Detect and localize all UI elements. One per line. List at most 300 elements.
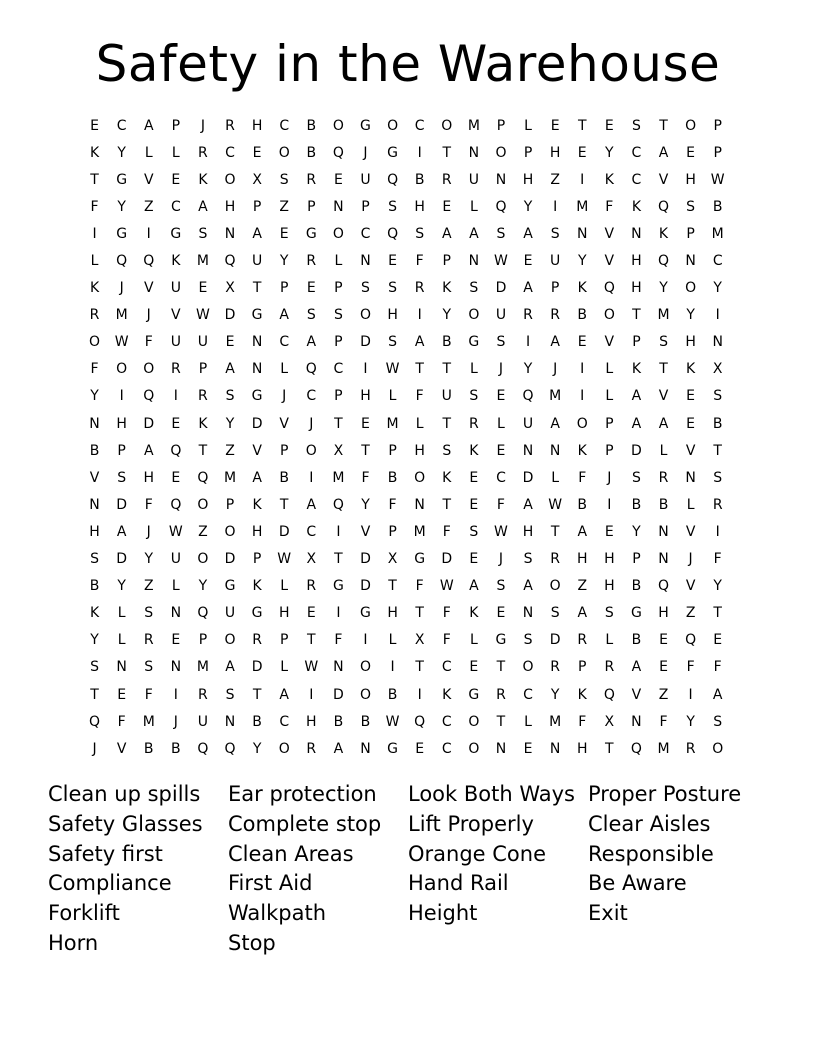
grid-letter[interactable]: E <box>469 496 479 513</box>
grid-letter[interactable]: L <box>469 361 478 378</box>
grid-letter[interactable]: Y <box>144 551 154 568</box>
grid-letter[interactable]: R <box>198 388 208 405</box>
grid-letter[interactable]: Q <box>143 253 155 270</box>
grid-letter[interactable]: R <box>414 280 425 297</box>
grid-letter[interactable]: P <box>632 551 641 568</box>
grid-letter[interactable]: G <box>387 740 398 757</box>
grid-letter[interactable]: N <box>251 361 263 378</box>
grid-letter[interactable]: F <box>605 198 614 215</box>
grid-letter[interactable]: X <box>225 280 235 297</box>
grid-letter[interactable]: O <box>414 469 426 486</box>
grid-letter[interactable]: N <box>685 253 696 270</box>
grid-letter[interactable]: R <box>306 253 317 270</box>
grid-letter[interactable]: W <box>385 713 400 730</box>
grid-letter[interactable]: M <box>142 713 155 730</box>
grid-letter[interactable]: S <box>306 307 316 324</box>
grid-letter[interactable]: M <box>657 307 670 324</box>
grid-letter[interactable]: S <box>90 659 99 676</box>
grid-letter[interactable]: C <box>441 713 452 730</box>
grid-letter[interactable]: L <box>415 415 424 432</box>
grid-letter[interactable]: R <box>225 117 235 134</box>
grid-letter[interactable]: F <box>90 198 99 215</box>
grid-letter[interactable]: V <box>658 388 669 405</box>
grid-letter[interactable]: Y <box>90 388 99 405</box>
grid-letter[interactable]: P <box>117 442 126 459</box>
grid-letter[interactable]: K <box>658 225 669 242</box>
grid-letter[interactable]: C <box>225 144 235 161</box>
grid-letter[interactable]: S <box>415 225 425 242</box>
grid-letter[interactable]: V <box>658 171 669 188</box>
grid-letter[interactable]: Q <box>89 713 101 730</box>
grid-letter[interactable]: O <box>224 523 236 540</box>
grid-letter[interactable]: E <box>604 523 614 540</box>
grid-letter[interactable]: Y <box>686 307 695 324</box>
grid-letter[interactable]: Z <box>550 171 560 188</box>
grid-letter[interactable]: H <box>658 605 669 622</box>
grid-letter[interactable]: S <box>442 442 452 459</box>
grid-letter[interactable]: C <box>712 253 723 270</box>
grid-letter[interactable]: F <box>659 713 668 730</box>
grid-letter[interactable]: D <box>224 307 236 324</box>
grid-letter[interactable]: H <box>224 198 236 215</box>
grid-letter[interactable]: T <box>632 307 641 324</box>
grid-letter[interactable]: V <box>604 334 615 351</box>
grid-letter[interactable]: R <box>252 632 262 649</box>
grid-letter[interactable]: D <box>116 551 128 568</box>
grid-letter[interactable]: Y <box>225 415 235 432</box>
grid-letter[interactable]: P <box>252 551 262 568</box>
grid-letter[interactable]: H <box>116 415 127 432</box>
grid-letter[interactable]: H <box>576 740 588 757</box>
grid-letter[interactable]: U <box>550 253 561 270</box>
grid-letter[interactable]: S <box>523 551 533 568</box>
grid-letter[interactable]: W <box>114 334 129 351</box>
grid-letter[interactable]: V <box>252 442 262 459</box>
grid-letter[interactable]: M <box>549 713 562 730</box>
grid-letter[interactable]: O <box>712 740 724 757</box>
grid-letter[interactable]: V <box>171 307 181 324</box>
grid-letter[interactable]: R <box>685 740 696 757</box>
grid-letter[interactable]: S <box>90 551 99 568</box>
grid-letter[interactable]: K <box>469 442 479 459</box>
grid-letter[interactable]: K <box>577 686 587 703</box>
grid-letter[interactable]: H <box>306 713 317 730</box>
grid-letter[interactable]: F <box>578 713 587 730</box>
grid-letter[interactable]: I <box>417 307 422 324</box>
grid-letter[interactable]: L <box>117 605 126 622</box>
grid-letter[interactable]: V <box>143 280 154 297</box>
grid-letter[interactable]: K <box>631 198 642 215</box>
grid-letter[interactable]: M <box>413 523 426 540</box>
grid-letter[interactable]: O <box>685 280 697 297</box>
grid-letter[interactable]: B <box>441 334 452 351</box>
grid-letter[interactable]: Q <box>197 469 209 486</box>
grid-letter[interactable]: E <box>361 415 370 432</box>
grid-letter[interactable]: Q <box>658 253 670 270</box>
grid-letter[interactable]: I <box>580 361 585 378</box>
grid-letter[interactable]: I <box>390 659 395 676</box>
grid-letter[interactable]: E <box>686 388 696 405</box>
grid-letter[interactable]: H <box>251 523 263 540</box>
grid-letter[interactable]: X <box>604 713 615 730</box>
grid-letter[interactable]: Y <box>117 198 126 215</box>
grid-letter[interactable]: S <box>388 280 398 297</box>
grid-letter[interactable]: V <box>116 740 127 757</box>
grid-letter[interactable]: S <box>713 388 723 405</box>
grid-letter[interactable]: G <box>387 144 398 161</box>
grid-letter[interactable]: X <box>333 442 344 459</box>
grid-letter[interactable]: I <box>336 605 341 622</box>
grid-letter[interactable]: G <box>116 225 128 242</box>
grid-letter[interactable]: I <box>607 496 612 513</box>
grid-letter[interactable]: Q <box>224 740 236 757</box>
grid-letter[interactable]: E <box>496 442 506 459</box>
grid-letter[interactable]: H <box>631 253 642 270</box>
grid-letter[interactable]: W <box>304 659 319 676</box>
grid-letter[interactable]: V <box>604 225 615 242</box>
grid-letter[interactable]: O <box>387 117 399 134</box>
grid-letter[interactable]: E <box>171 469 181 486</box>
grid-letter[interactable]: N <box>116 659 127 676</box>
grid-letter[interactable]: K <box>577 280 587 297</box>
grid-letter[interactable]: M <box>576 198 589 215</box>
grid-letter[interactable]: L <box>280 659 289 676</box>
grid-letter[interactable]: R <box>143 632 154 649</box>
grid-letter[interactable]: A <box>306 334 317 351</box>
grid-letter[interactable]: N <box>360 740 371 757</box>
grid-letter[interactable]: M <box>386 415 399 432</box>
grid-letter[interactable]: A <box>631 415 642 432</box>
grid-letter[interactable]: L <box>144 144 153 161</box>
grid-letter[interactable]: R <box>550 307 560 324</box>
grid-letter[interactable]: A <box>441 225 452 242</box>
grid-letter[interactable]: P <box>279 442 289 459</box>
grid-letter[interactable]: Q <box>685 632 697 649</box>
grid-letter[interactable]: O <box>522 659 534 676</box>
grid-letter[interactable]: G <box>360 117 371 134</box>
grid-letter[interactable]: F <box>334 632 343 649</box>
grid-letter[interactable]: G <box>251 307 263 324</box>
grid-letter[interactable]: T <box>713 605 722 622</box>
grid-letter[interactable]: S <box>496 225 506 242</box>
grid-letter[interactable]: Y <box>686 713 695 730</box>
grid-letter[interactable]: A <box>252 469 262 486</box>
grid-letter[interactable]: A <box>414 334 425 351</box>
grid-letter[interactable]: N <box>495 171 507 188</box>
grid-letter[interactable]: G <box>414 551 426 568</box>
grid-letter[interactable]: T <box>252 280 262 297</box>
grid-letter[interactable]: N <box>549 442 561 459</box>
grid-letter[interactable]: S <box>144 659 154 676</box>
grid-letter[interactable]: G <box>495 632 507 649</box>
grid-letter[interactable]: B <box>577 307 588 324</box>
grid-letter[interactable]: M <box>657 740 670 757</box>
grid-letter[interactable]: N <box>495 740 507 757</box>
grid-letter[interactable]: P <box>307 198 316 215</box>
grid-letter[interactable]: H <box>387 605 398 622</box>
grid-letter[interactable]: H <box>604 578 615 595</box>
grid-letter[interactable]: O <box>468 713 480 730</box>
grid-letter[interactable]: Y <box>713 280 722 297</box>
grid-letter[interactable]: C <box>523 686 533 703</box>
grid-letter[interactable]: M <box>332 469 345 486</box>
grid-letter[interactable]: R <box>198 144 208 161</box>
grid-letter[interactable]: P <box>334 388 343 405</box>
grid-letter[interactable]: D <box>116 496 128 513</box>
grid-letter[interactable]: X <box>306 551 317 568</box>
grid-letter[interactable]: D <box>441 551 453 568</box>
grid-letter[interactable]: O <box>116 361 128 378</box>
grid-letter[interactable]: T <box>90 171 99 188</box>
grid-letter[interactable]: M <box>196 253 209 270</box>
grid-letter[interactable]: K <box>252 578 262 595</box>
grid-letter[interactable]: E <box>415 740 425 757</box>
grid-letter[interactable]: S <box>496 578 506 595</box>
grid-letter[interactable]: C <box>631 171 642 188</box>
grid-letter[interactable]: Q <box>224 253 236 270</box>
grid-letter[interactable]: E <box>523 740 533 757</box>
grid-letter[interactable]: Z <box>279 198 289 215</box>
grid-letter[interactable]: N <box>333 659 344 676</box>
grid-letter[interactable]: G <box>116 171 128 188</box>
grid-letter[interactable]: Q <box>332 144 344 161</box>
grid-letter[interactable]: T <box>90 686 99 703</box>
grid-letter[interactable]: H <box>251 117 263 134</box>
grid-letter[interactable]: N <box>224 713 236 730</box>
grid-letter[interactable]: Q <box>170 442 182 459</box>
grid-letter[interactable]: O <box>685 117 697 134</box>
grid-letter[interactable]: S <box>631 469 641 486</box>
grid-letter[interactable]: P <box>605 442 614 459</box>
grid-letter[interactable]: K <box>89 280 100 297</box>
grid-letter[interactable]: K <box>252 496 262 513</box>
grid-letter[interactable]: B <box>89 578 100 595</box>
grid-letter[interactable]: S <box>279 171 289 188</box>
grid-letter[interactable]: G <box>251 388 263 405</box>
grid-letter[interactable]: B <box>577 496 588 513</box>
grid-letter[interactable]: Y <box>659 280 668 297</box>
grid-letter[interactable]: O <box>495 144 507 161</box>
grid-letter[interactable]: K <box>89 144 100 161</box>
grid-letter[interactable]: V <box>279 415 289 432</box>
grid-letter[interactable]: O <box>332 225 344 242</box>
grid-letter[interactable]: P <box>388 442 397 459</box>
grid-letter[interactable]: O <box>359 686 371 703</box>
grid-letter[interactable]: R <box>441 171 452 188</box>
grid-letter[interactable]: D <box>360 578 371 595</box>
grid-letter[interactable]: P <box>388 523 397 540</box>
grid-letter[interactable]: C <box>116 117 127 134</box>
grid-letter[interactable]: D <box>251 659 263 676</box>
grid-letter[interactable]: S <box>388 198 398 215</box>
grid-letter[interactable]: E <box>171 171 181 188</box>
grid-letter[interactable]: F <box>713 659 722 676</box>
grid-letter[interactable]: B <box>252 713 262 730</box>
grid-letter[interactable]: E <box>171 415 181 432</box>
grid-letter[interactable]: A <box>469 578 479 595</box>
grid-letter[interactable]: L <box>117 632 126 649</box>
grid-letter[interactable]: N <box>712 334 723 351</box>
grid-letter[interactable]: U <box>468 171 479 188</box>
grid-letter[interactable]: Z <box>143 578 154 595</box>
grid-letter[interactable]: Y <box>523 361 533 378</box>
grid-letter[interactable]: P <box>334 334 343 351</box>
grid-letter[interactable]: W <box>548 496 563 513</box>
grid-letter[interactable]: B <box>333 713 344 730</box>
grid-letter[interactable]: C <box>360 225 371 242</box>
grid-letter[interactable]: A <box>523 280 533 297</box>
grid-letter[interactable]: Q <box>305 361 317 378</box>
grid-letter[interactable]: Z <box>577 578 588 595</box>
grid-letter[interactable]: X <box>712 361 723 378</box>
grid-letter[interactable]: C <box>279 334 290 351</box>
grid-letter[interactable]: P <box>225 496 235 513</box>
grid-letter[interactable]: L <box>171 144 180 161</box>
grid-letter[interactable]: C <box>279 713 290 730</box>
grid-letter[interactable]: J <box>607 469 612 486</box>
grid-letter[interactable]: Q <box>197 740 209 757</box>
grid-letter[interactable]: P <box>550 280 560 297</box>
grid-letter[interactable]: F <box>442 523 451 540</box>
grid-letter[interactable]: B <box>306 117 317 134</box>
grid-letter[interactable]: C <box>414 117 425 134</box>
grid-letter[interactable]: S <box>659 334 668 351</box>
grid-letter[interactable]: D <box>549 632 561 649</box>
grid-letter[interactable]: Z <box>225 442 235 459</box>
grid-letter[interactable]: A <box>712 686 723 703</box>
grid-letter[interactable]: O <box>197 496 209 513</box>
grid-letter[interactable]: E <box>577 144 587 161</box>
grid-letter[interactable]: I <box>715 307 720 324</box>
grid-letter[interactable]: E <box>225 334 235 351</box>
grid-letter[interactable]: S <box>469 523 479 540</box>
grid-letter[interactable]: V <box>685 578 696 595</box>
grid-letter[interactable]: A <box>143 442 154 459</box>
grid-letter[interactable]: S <box>631 117 641 134</box>
grid-letter[interactable]: L <box>469 632 478 649</box>
grid-letter[interactable]: Y <box>279 253 289 270</box>
grid-letter[interactable]: A <box>550 415 560 432</box>
grid-letter[interactable]: D <box>224 551 236 568</box>
grid-letter[interactable]: P <box>496 117 506 134</box>
grid-letter[interactable]: S <box>388 334 398 351</box>
grid-letter[interactable]: R <box>468 415 479 432</box>
grid-letter[interactable]: W <box>494 523 508 540</box>
grid-letter[interactable]: B <box>279 469 289 486</box>
grid-letter[interactable]: T <box>415 605 424 622</box>
grid-letter[interactable]: T <box>198 442 208 459</box>
grid-letter[interactable]: S <box>198 225 208 242</box>
grid-letter[interactable]: J <box>200 117 205 134</box>
grid-letter[interactable]: C <box>306 523 317 540</box>
grid-letter[interactable]: R <box>198 686 208 703</box>
grid-letter[interactable]: V <box>631 686 642 703</box>
grid-letter[interactable]: D <box>522 469 534 486</box>
grid-letter[interactable]: U <box>522 415 534 432</box>
grid-letter[interactable]: J <box>363 144 368 161</box>
grid-letter[interactable]: O <box>441 117 453 134</box>
grid-letter[interactable]: Y <box>550 686 560 703</box>
grid-letter[interactable]: H <box>685 171 696 188</box>
grid-letter[interactable]: I <box>309 469 314 486</box>
grid-letter[interactable]: R <box>89 307 100 324</box>
grid-letter[interactable]: N <box>658 523 669 540</box>
grid-letter[interactable]: R <box>306 578 317 595</box>
grid-letter[interactable]: E <box>496 388 506 405</box>
grid-letter[interactable]: J <box>92 740 97 757</box>
grid-letter[interactable]: N <box>685 469 696 486</box>
grid-letter[interactable]: L <box>605 632 614 649</box>
grid-letter[interactable]: U <box>360 171 371 188</box>
grid-letter[interactable]: Q <box>116 253 128 270</box>
grid-letter[interactable]: I <box>580 388 585 405</box>
grid-letter[interactable]: P <box>523 144 533 161</box>
grid-letter[interactable]: C <box>441 740 452 757</box>
grid-letter[interactable]: A <box>252 225 262 242</box>
grid-letter[interactable]: P <box>198 632 208 649</box>
grid-letter[interactable]: W <box>710 171 725 188</box>
grid-letter[interactable]: I <box>417 144 422 161</box>
grid-letter[interactable]: N <box>522 442 534 459</box>
grid-letter[interactable]: U <box>224 605 236 622</box>
grid-letter[interactable]: B <box>712 415 723 432</box>
grid-letter[interactable]: B <box>631 578 642 595</box>
grid-letter[interactable]: O <box>603 307 615 324</box>
grid-letter[interactable]: Q <box>603 280 615 297</box>
grid-letter[interactable]: O <box>278 144 290 161</box>
grid-letter[interactable]: A <box>143 117 154 134</box>
grid-letter[interactable]: J <box>498 361 504 378</box>
grid-letter[interactable]: T <box>442 144 452 161</box>
grid-letter[interactable]: H <box>685 334 696 351</box>
grid-letter[interactable]: K <box>442 469 452 486</box>
grid-letter[interactable]: P <box>442 253 451 270</box>
grid-letter[interactable]: V <box>685 442 696 459</box>
grid-letter[interactable]: H <box>631 280 642 297</box>
grid-letter[interactable]: A <box>631 659 642 676</box>
grid-letter[interactable]: O <box>359 307 371 324</box>
grid-letter[interactable]: X <box>414 632 425 649</box>
grid-letter[interactable]: D <box>631 442 642 459</box>
grid-letter[interactable]: T <box>307 632 316 649</box>
grid-letter[interactable]: F <box>361 469 370 486</box>
grid-letter[interactable]: M <box>196 659 209 676</box>
grid-letter[interactable]: X <box>387 551 398 568</box>
grid-letter[interactable]: J <box>173 713 178 730</box>
grid-letter[interactable]: W <box>196 307 210 324</box>
grid-letter[interactable]: L <box>90 253 99 270</box>
grid-letter[interactable]: T <box>334 551 343 568</box>
grid-letter[interactable]: N <box>333 198 344 215</box>
grid-letter[interactable]: O <box>143 361 155 378</box>
grid-letter[interactable]: I <box>309 686 314 703</box>
grid-letter[interactable]: Q <box>387 171 399 188</box>
grid-letter[interactable]: E <box>713 632 723 649</box>
grid-letter[interactable]: Z <box>685 605 696 622</box>
grid-letter[interactable]: G <box>360 605 371 622</box>
grid-letter[interactable]: N <box>89 496 100 513</box>
grid-letter[interactable]: P <box>361 198 370 215</box>
grid-letter[interactable]: O <box>468 307 480 324</box>
grid-letter[interactable]: B <box>387 686 398 703</box>
grid-letter[interactable]: T <box>388 578 397 595</box>
grid-letter[interactable]: W <box>168 523 183 540</box>
grid-letter[interactable]: J <box>688 551 693 568</box>
grid-letter[interactable]: F <box>144 686 153 703</box>
grid-letter[interactable]: Z <box>198 523 208 540</box>
grid-letter[interactable]: Q <box>630 740 642 757</box>
grid-letter[interactable]: E <box>550 117 560 134</box>
